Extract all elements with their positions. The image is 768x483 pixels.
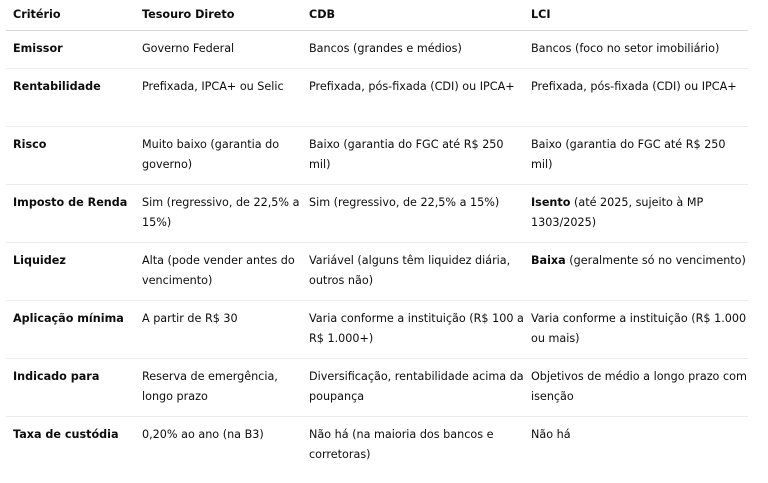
table-row <box>6 30 748 68</box>
row-criterion: Emissor <box>6 30 135 68</box>
cell-cdb: Não há (na maioria dos bancos e corretoras) <box>309 427 494 461</box>
cell-cdb: Varia conforme a instituição (R$ 100 a R$ 1.000+) <box>302 300 524 358</box>
table-row <box>6 126 748 184</box>
cell-cdb: Variável (alguns têm liquidez diária, outros não) <box>302 242 524 300</box>
header-tesouro-direto: Tesouro Direto <box>135 0 302 30</box>
row-criterion: Liquidez <box>6 242 135 300</box>
cell-tesouro: Reserva de emergência, longo prazo <box>135 358 302 416</box>
cell-lci-text: Baixo (garantia do FGC até R$ 250 mil) <box>531 137 726 171</box>
table-row <box>6 416 748 474</box>
cell-lci-text: Prefixada, pós-fixada (CDI) ou IPCA+ <box>531 79 737 93</box>
cell-cdb: Prefixada, pós-fixada (CDI) ou IPCA+ <box>302 68 524 126</box>
table-row <box>6 300 748 358</box>
cell-cdb: Baixo (garantia do FGC até R$ 250 mil) <box>302 126 524 184</box>
row-criterion: Risco <box>6 126 135 184</box>
cell-lci-bold: Baixa <box>531 253 566 267</box>
cell-tesouro: 0,20% ao ano (na B3) <box>142 427 264 441</box>
cell-tesouro: Prefixada, IPCA+ ou Selic <box>135 68 302 126</box>
cell-lci-text: Bancos (foco no setor imobiliário) <box>531 41 720 55</box>
cell-lci <box>524 184 748 242</box>
cell-cdb: Bancos (grandes e médios) <box>302 30 524 68</box>
table-row <box>6 242 748 300</box>
cell-lci-bold: Isento <box>531 195 571 209</box>
cell-tesouro: Alta (pode vender antes do vencimento) <box>135 242 302 300</box>
table-header-row <box>6 0 748 30</box>
header-criterio: Critério <box>6 0 135 30</box>
cell-lci-text: Objetivos de médio a longo prazo com isenção <box>531 369 747 403</box>
cell-lci-text: (geralmente só no vencimento) <box>565 253 746 267</box>
cell-lci-text: (até 2025, sujeito à MP 1303/2025) <box>531 195 704 229</box>
table-row <box>6 358 748 416</box>
cell-lci <box>524 300 748 358</box>
cell-lci <box>524 242 748 300</box>
header-lci: LCI <box>524 0 748 30</box>
cell-tesouro: Muito baixo (garantia do governo) <box>135 126 302 184</box>
cell-tesouro: A partir de R$ 30 <box>135 300 302 358</box>
cell-lci <box>524 416 748 474</box>
header-cdb: CDB <box>302 0 524 30</box>
cell-lci-text: Varia conforme a instituição (R$ 1.000 ou mais) <box>531 311 747 345</box>
cell-lci <box>524 68 748 126</box>
row-criterion: Rentabilidade <box>6 68 135 126</box>
cell-lci <box>524 358 748 416</box>
row-criterion: Indicado para <box>6 358 135 416</box>
row-criterion: Imposto de Renda <box>6 184 135 242</box>
row-criterion: Aplicação mínima <box>6 300 135 358</box>
cell-cdb: Sim (regressivo, de 22,5% a 15%) <box>302 184 524 242</box>
cell-lci-text: Não há <box>531 427 571 441</box>
row-criterion: Taxa de custódia <box>13 427 119 441</box>
comparison-table-container <box>6 0 748 474</box>
cell-lci <box>524 30 748 68</box>
table-row <box>6 184 748 242</box>
cell-tesouro: Sim (regressivo, de 22,5% a 15%) <box>135 184 302 242</box>
comparison-table <box>6 0 748 474</box>
cell-tesouro: Governo Federal <box>135 30 302 68</box>
table-row <box>6 68 748 126</box>
cell-cdb: Diversificação, rentabilidade acima da poupança <box>302 358 524 416</box>
cell-lci <box>524 126 748 184</box>
